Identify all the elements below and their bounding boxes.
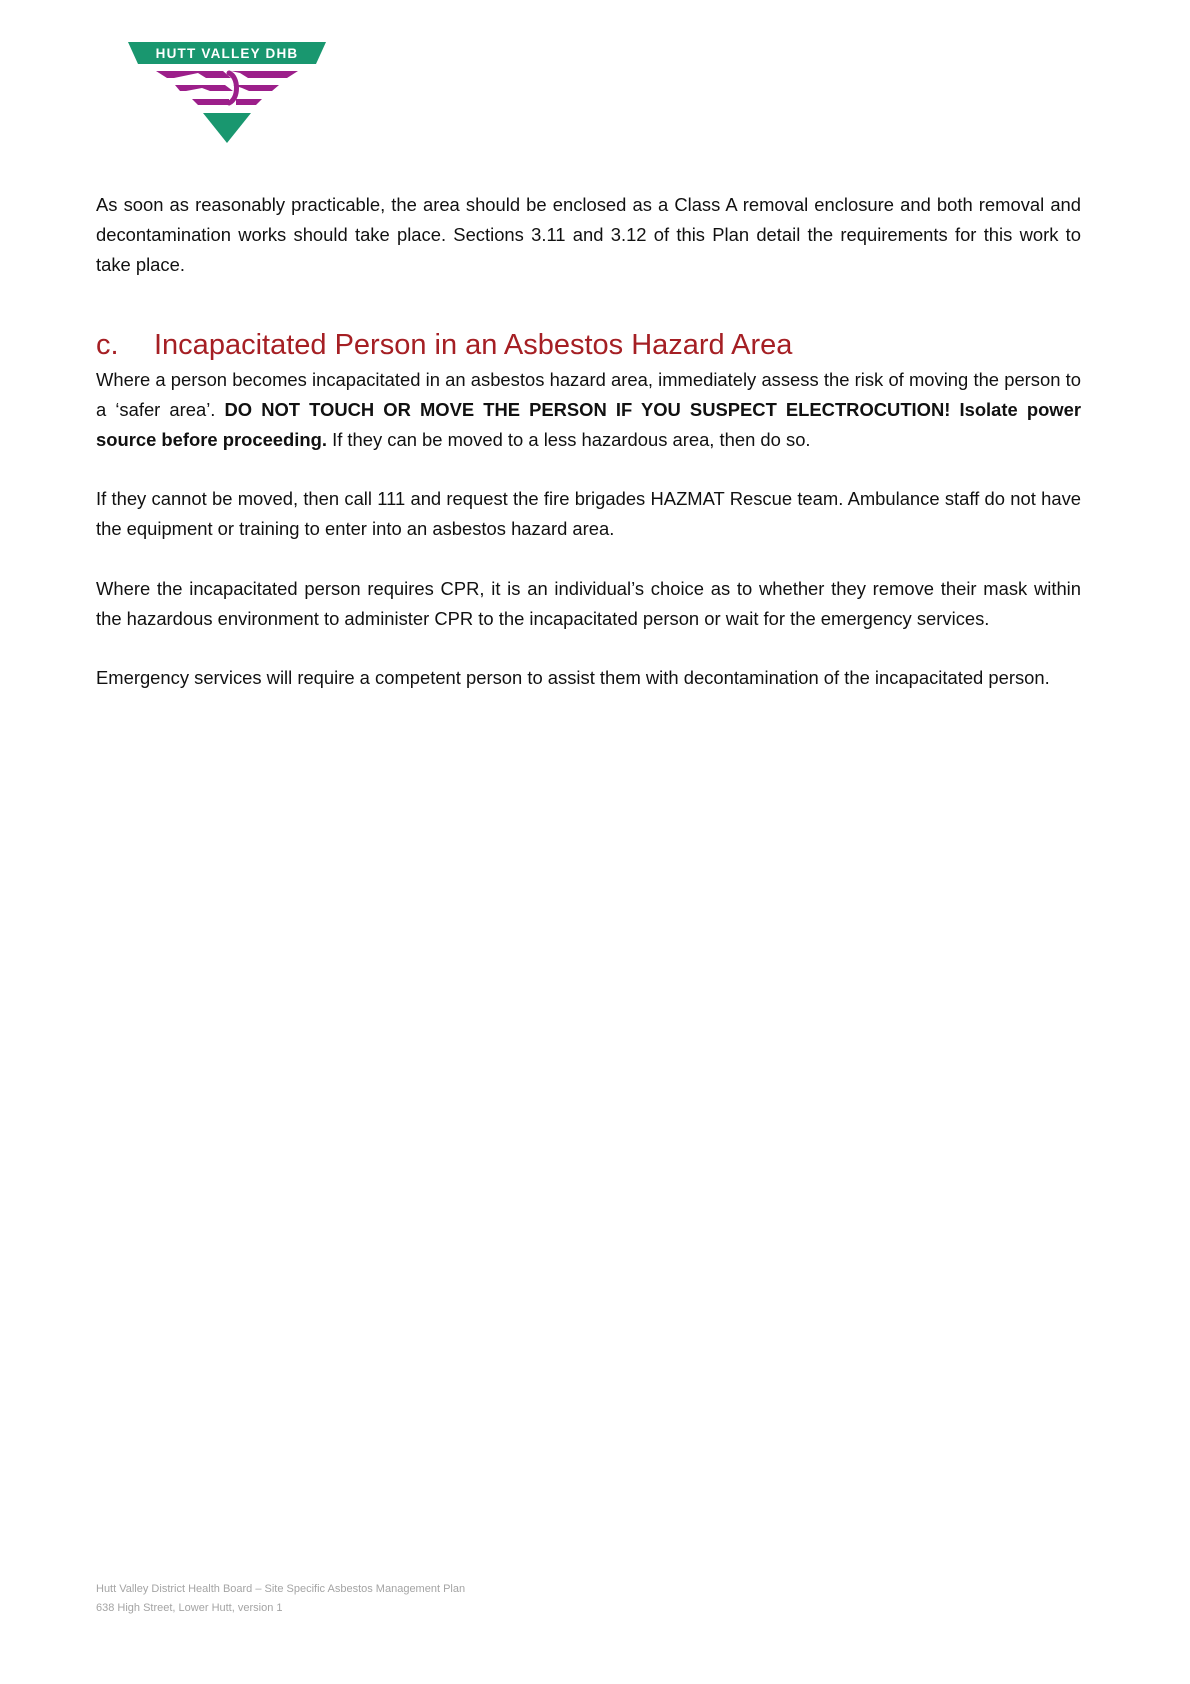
logo-triangle <box>203 113 251 143</box>
document-content <box>96 190 1081 693</box>
logo-stripe-lower-right <box>236 99 262 105</box>
intro-paragraph: As soon as reasonably practicable, the area should be enclosed as a Class A removal enclosure and both removal and decontamination works should take place. Sections 3.11 and 3.12 of this Plan detail the requirements for this work to take place. <box>96 194 1081 276</box>
logo-stripe-middle-right <box>233 85 279 91</box>
section-heading <box>96 328 1081 362</box>
footer-line-1: Hutt Valley District Health Board – Site Specific Asbestos Management Plan <box>96 1583 466 1595</box>
section-title: Incapacitated Person in an Asbestos Hazard Area <box>154 328 793 361</box>
paragraph-cpr: Where the incapacitated person requires CPR, it is an individual’s choice as to whether they remove their mask within the hazardous environment to administer CPR to the incapacitated person or wait for the emergency services. <box>96 577 1081 629</box>
electrocution-warning: DO NOT TOUCH OR MOVE THE PERSON IF YOU SUSPECT ELECTROCUTION! Isolate power source before proceeding. <box>96 398 1082 451</box>
paragraph-decontamination: Emergency services will require a competent person to assist them with decontamination of the incapacitated person. <box>96 667 1050 689</box>
logo-stripe-top-right <box>231 71 298 78</box>
hutt-valley-dhb-logo <box>128 42 326 148</box>
logo-text: HUTT VALLEY DHB <box>155 46 299 61</box>
footer-line-2: 638 High Street, Lower Hutt, version 1 <box>96 1602 283 1614</box>
paragraph-move-person <box>96 365 1081 456</box>
paragraph-move-person-end: If they can be moved to a less hazardous area, then do so. <box>326 429 811 451</box>
page-footer <box>96 1580 465 1618</box>
paragraph-move-person-start: Where a person becomes incapacitated in an asbestos hazard area, immediately assess the risk of moving the person to a ‘safer area’. <box>96 368 1081 420</box>
section-letter: c. <box>96 328 119 361</box>
paragraph-call-111: If they cannot be moved, then call 111 and request the fire brigades HAZMAT Rescue team. Ambulance staff do not have the equipment or training to enter into an asbestos hazard area. <box>96 488 1081 540</box>
logo-stripe-top-left <box>156 71 231 78</box>
logo-stripe-middle-left <box>175 85 233 91</box>
logo-stripe-lower-left <box>192 99 229 105</box>
